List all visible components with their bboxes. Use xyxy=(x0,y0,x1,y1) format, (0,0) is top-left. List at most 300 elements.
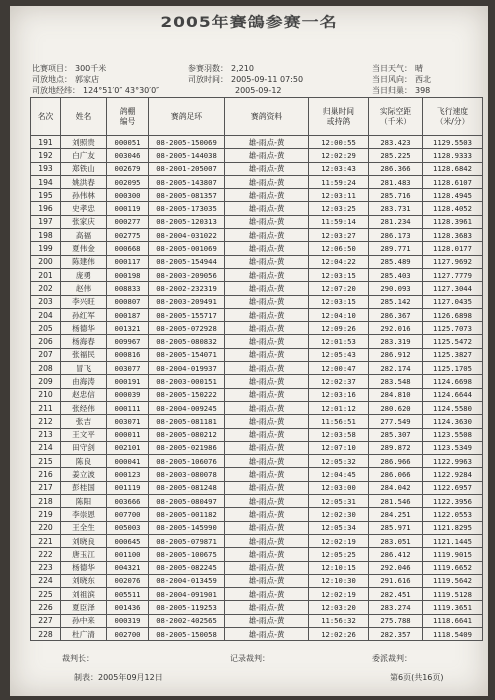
arrival-cell: 12:03:15 xyxy=(309,268,369,281)
arrival-cell: 12:05:34 xyxy=(309,521,369,534)
ring-cell: 08-2005-100675 xyxy=(149,548,225,561)
table-row xyxy=(31,401,483,414)
ring-cell: 08-2005-143807 xyxy=(149,175,225,188)
loft-cell: 004321 xyxy=(107,561,149,574)
distance-cell: 283.548 xyxy=(369,375,423,388)
ring-cell: 08-2005-072928 xyxy=(149,322,225,335)
arrival-cell: 11:56:51 xyxy=(309,415,369,428)
rank-cell: 203 xyxy=(31,295,61,308)
speed-cell: 1129.5503 xyxy=(423,136,483,149)
race-label: 比赛项目： xyxy=(32,64,72,73)
rank-cell: 209 xyxy=(31,375,61,388)
distance-cell: 286.173 xyxy=(369,229,423,242)
release-time xyxy=(188,75,303,85)
speed-cell: 1118.6641 xyxy=(423,614,483,627)
page-title: 2005年賽鴿参赛一名 xyxy=(160,14,338,32)
info-cell: 雄-雨点-黄 xyxy=(225,215,309,228)
info-cell: 雄-雨点-黄 xyxy=(225,282,309,295)
ring-cell: 08-2003-209056 xyxy=(149,268,225,281)
info-cell: 雄-雨点-黄 xyxy=(225,548,309,561)
speed-cell: 1128.9333 xyxy=(423,149,483,162)
loft-cell: 000039 xyxy=(107,388,149,401)
info-cell: 雄-雨点-黄 xyxy=(225,401,309,414)
name-cell: 高福 xyxy=(61,229,107,242)
speed-cell: 1123.5508 xyxy=(423,428,483,441)
ring-cell: 08-2005-021986 xyxy=(149,441,225,454)
info-cell: 雄-雨点-黄 xyxy=(225,534,309,547)
rank-cell: 224 xyxy=(31,574,61,587)
loft-cell: 000645 xyxy=(107,534,149,547)
loft-cell: 002101 xyxy=(107,441,149,454)
info-cell: 雄-雨点-黄 xyxy=(225,136,309,149)
weather xyxy=(372,64,423,74)
loft-cell: 002076 xyxy=(107,574,149,587)
info-cell: 雄-雨点-黄 xyxy=(225,175,309,188)
info-cell: 雄-雨点-黄 xyxy=(225,588,309,601)
name-cell: 张经伟 xyxy=(61,401,107,414)
table-row xyxy=(31,561,483,574)
name-cell: 赵伟 xyxy=(61,282,107,295)
arrival-cell: 12:02:30 xyxy=(309,508,369,521)
print-date-value: 2005-09-12 xyxy=(235,86,282,95)
table-row xyxy=(31,295,483,308)
info-cell: 雄-雨点-黄 xyxy=(225,614,309,627)
ring-cell: 08-2005-080212 xyxy=(149,428,225,441)
name-cell: 夏伟金 xyxy=(61,242,107,255)
loft-cell: 001436 xyxy=(107,601,149,614)
speed-cell: 1127.9692 xyxy=(423,255,483,268)
table-row xyxy=(31,348,483,361)
arrival-cell: 12:07:20 xyxy=(309,282,369,295)
rank-cell: 215 xyxy=(31,455,61,468)
distance-cell: 285.225 xyxy=(369,149,423,162)
name-cell: 郑铁山 xyxy=(61,162,107,175)
results-sheet xyxy=(10,6,488,696)
rank-cell: 227 xyxy=(31,614,61,627)
name-cell: 陈阳 xyxy=(61,495,107,508)
arrival-cell: 12:04:10 xyxy=(309,308,369,321)
name-cell: 杨海春 xyxy=(61,335,107,348)
ring-cell: 08-2002-232319 xyxy=(149,282,225,295)
table-row xyxy=(31,534,483,547)
loft-cell: 000011 xyxy=(107,428,149,441)
loft-cell: 000807 xyxy=(107,295,149,308)
col-loft-header: 鸽棚 编号 xyxy=(107,98,149,136)
ring-cell: 08-2005-081181 xyxy=(149,415,225,428)
speed-cell: 1119.9015 xyxy=(423,548,483,561)
table-row xyxy=(31,149,483,162)
name-cell: 夏臣泽 xyxy=(61,601,107,614)
info-cell: 雄-雨点-黄 xyxy=(225,521,309,534)
arrival-cell: 12:04:22 xyxy=(309,255,369,268)
name-cell: 白广友 xyxy=(61,149,107,162)
ring-cell: 08-2005-173035 xyxy=(149,202,225,215)
loft-cell: 000277 xyxy=(107,215,149,228)
loft-cell: 003071 xyxy=(107,415,149,428)
col-distance-header: 实际空距 （千米） xyxy=(369,98,423,136)
table-row xyxy=(31,242,483,255)
distance-cell: 285.971 xyxy=(369,521,423,534)
info-cell: 雄-雨点-黄 xyxy=(225,229,309,242)
table-row xyxy=(31,601,483,614)
ring-cell: 08-2005-106076 xyxy=(149,455,225,468)
ring-cell: 08-2005-001069 xyxy=(149,242,225,255)
name-cell: 赵忠信 xyxy=(61,388,107,401)
recorder-label: 记录裁判： xyxy=(230,654,270,663)
rank-cell: 219 xyxy=(31,508,61,521)
rank-cell: 208 xyxy=(31,362,61,375)
ring-cell: 08-2005-119253 xyxy=(149,601,225,614)
ring-cell: 08-2005-150069 xyxy=(149,136,225,149)
distance-cell: 282.451 xyxy=(369,588,423,601)
wind xyxy=(372,75,431,85)
ring-cell: 08-2001-205007 xyxy=(149,162,225,175)
name-cell: 孙红军 xyxy=(61,308,107,321)
loft-cell: 001100 xyxy=(107,548,149,561)
release-place-value: 郭家店 xyxy=(75,75,99,84)
distance-cell: 286.367 xyxy=(369,308,423,321)
speed-cell: 1125.3827 xyxy=(423,348,483,361)
arrival-cell: 11:56:32 xyxy=(309,614,369,627)
speed-cell: 1125.7073 xyxy=(423,322,483,335)
ring-cell: 08-2004-091901 xyxy=(149,588,225,601)
distance-cell: 282.357 xyxy=(369,627,423,640)
rank-cell: 205 xyxy=(31,322,61,335)
returned-value: 398 xyxy=(415,86,431,95)
arrival-cell: 12:05:43 xyxy=(309,348,369,361)
ring-cell: 08-2005-120313 xyxy=(149,215,225,228)
page-number: 第6页(共16页) xyxy=(390,673,444,682)
table-row xyxy=(31,362,483,375)
rank-cell: 228 xyxy=(31,627,61,640)
rank-cell: 225 xyxy=(31,588,61,601)
speed-cell: 1119.3651 xyxy=(423,601,483,614)
info-cell: 雄-雨点-黄 xyxy=(225,508,309,521)
table-row xyxy=(31,308,483,321)
info-cell: 雄-雨点-黄 xyxy=(225,601,309,614)
name-cell: 刘晓良 xyxy=(61,534,107,547)
distance-cell: 289.872 xyxy=(369,441,423,454)
ring-cell: 08-2005-150058 xyxy=(149,627,225,640)
weather-value: 晴 xyxy=(415,64,423,73)
rank-cell: 214 xyxy=(31,441,61,454)
rank-cell: 207 xyxy=(31,348,61,361)
rank-cell: 218 xyxy=(31,495,61,508)
speed-cell: 1127.0435 xyxy=(423,295,483,308)
rank-cell: 198 xyxy=(31,229,61,242)
ring-cell: 08-2004-019937 xyxy=(149,362,225,375)
speed-cell: 1128.3961 xyxy=(423,215,483,228)
speed-cell: 1128.0177 xyxy=(423,242,483,255)
loft-cell: 001321 xyxy=(107,322,149,335)
rank-cell: 200 xyxy=(31,255,61,268)
col-arrival-header: 归巢时间 或持鸽 xyxy=(309,98,369,136)
table-row xyxy=(31,481,483,494)
loft-cell: 002700 xyxy=(107,627,149,640)
arrival-cell: 12:06:50 xyxy=(309,242,369,255)
col-ring-header: 赛鸽足环 xyxy=(149,98,225,136)
distance-cell: 281.483 xyxy=(369,175,423,188)
speed-cell: 1124.6698 xyxy=(423,375,483,388)
arrival-cell: 12:03:43 xyxy=(309,162,369,175)
entries-value: 2,210 xyxy=(231,64,254,73)
speed-cell: 1126.6898 xyxy=(423,308,483,321)
distance-cell: 284.251 xyxy=(369,508,423,521)
name-cell: 姜立波 xyxy=(61,468,107,481)
name-cell: 田守剑 xyxy=(61,441,107,454)
info-cell: 雄-雨点-黄 xyxy=(225,322,309,335)
col-info-header: 赛鸽资料 xyxy=(225,98,309,136)
speed-cell: 1119.5128 xyxy=(423,588,483,601)
name-cell: 刘祖滨 xyxy=(61,588,107,601)
rank-cell: 197 xyxy=(31,215,61,228)
loft-cell: 000191 xyxy=(107,375,149,388)
arrival-cell: 12:03:27 xyxy=(309,229,369,242)
ring-cell: 08-2005-080497 xyxy=(149,495,225,508)
release-coord-value: 124°51′0″ 43°30′0″ xyxy=(83,86,160,95)
distance-cell: 286.966 xyxy=(369,455,423,468)
release-place-label: 司放地点： xyxy=(32,75,72,84)
loft-cell: 008833 xyxy=(107,282,149,295)
arrival-cell: 12:02:29 xyxy=(309,149,369,162)
race-value: 300千米 xyxy=(75,64,107,73)
speed-cell: 1128.6107 xyxy=(423,175,483,188)
rank-cell: 191 xyxy=(31,136,61,149)
col-speed-header: 飞行速度 （米/分） xyxy=(423,98,483,136)
arrival-cell: 12:02:37 xyxy=(309,375,369,388)
info-cell: 雄-雨点-黄 xyxy=(225,268,309,281)
referee-signature xyxy=(62,653,94,664)
distance-cell: 283.731 xyxy=(369,202,423,215)
loft-cell: 001119 xyxy=(107,481,149,494)
arrival-cell: 12:10:15 xyxy=(309,561,369,574)
loft-cell: 000668 xyxy=(107,242,149,255)
made-by xyxy=(74,672,163,683)
distance-cell: 280.620 xyxy=(369,401,423,414)
distance-cell: 283.051 xyxy=(369,534,423,547)
info-cell: 雄-雨点-黄 xyxy=(225,441,309,454)
info-cell: 雄-雨点-黄 xyxy=(225,308,309,321)
speed-cell: 1128.6842 xyxy=(423,162,483,175)
info-cell: 雄-雨点-黄 xyxy=(225,375,309,388)
distance-cell: 283.423 xyxy=(369,136,423,149)
loft-cell: 002679 xyxy=(107,162,149,175)
wind-value: 西北 xyxy=(415,75,431,84)
speed-cell: 1128.4052 xyxy=(423,202,483,215)
rank-cell: 223 xyxy=(31,561,61,574)
speed-cell: 1121.1445 xyxy=(423,534,483,547)
name-cell: 刘晓东 xyxy=(61,574,107,587)
rank-cell: 206 xyxy=(31,335,61,348)
speed-cell: 1127.7779 xyxy=(423,268,483,281)
ring-cell: 08-2005-080832 xyxy=(149,335,225,348)
distance-cell: 283.319 xyxy=(369,335,423,348)
ring-cell: 08-2005-155717 xyxy=(149,308,225,321)
weather-label: 当日天气： xyxy=(372,64,412,73)
rank-cell: 210 xyxy=(31,388,61,401)
name-cell: 王全生 xyxy=(61,521,107,534)
info-cell: 雄-雨点-黄 xyxy=(225,455,309,468)
arrival-cell: 12:00:55 xyxy=(309,136,369,149)
speed-cell: 1124.5580 xyxy=(423,401,483,414)
ring-cell: 08-2005-154944 xyxy=(149,255,225,268)
table-row xyxy=(31,202,483,215)
distance-cell: 291.616 xyxy=(369,574,423,587)
ring-cell: 08-2005-150222 xyxy=(149,388,225,401)
loft-cell: 000041 xyxy=(107,455,149,468)
arrival-cell: 12:02:19 xyxy=(309,534,369,547)
table-header-row xyxy=(31,98,483,136)
ring-cell: 08-2004-013459 xyxy=(149,574,225,587)
distance-cell: 277.549 xyxy=(369,415,423,428)
table-row xyxy=(31,335,483,348)
arrival-cell: 12:03:00 xyxy=(309,481,369,494)
loft-cell: 000117 xyxy=(107,255,149,268)
returned-label: 当日归巢： xyxy=(372,86,412,95)
speed-cell: 1122.6957 xyxy=(423,481,483,494)
distance-cell: 285.716 xyxy=(369,189,423,202)
info-cell: 雄-雨点-黄 xyxy=(225,335,309,348)
arrival-cell: 12:01:12 xyxy=(309,401,369,414)
name-cell: 陈建伟 xyxy=(61,255,107,268)
distance-cell: 286.066 xyxy=(369,468,423,481)
table-row xyxy=(31,627,483,640)
name-cell: 王文平 xyxy=(61,428,107,441)
ring-cell: 08-2005-154071 xyxy=(149,348,225,361)
arrival-cell: 12:05:25 xyxy=(309,548,369,561)
distance-cell: 292.016 xyxy=(369,322,423,335)
loft-cell: 000051 xyxy=(107,136,149,149)
ring-cell: 08-2005-081248 xyxy=(149,481,225,494)
loft-cell: 005511 xyxy=(107,588,149,601)
info-cell: 雄-雨点-黄 xyxy=(225,362,309,375)
table-row xyxy=(31,574,483,587)
info-cell: 雄-雨点-黄 xyxy=(225,149,309,162)
info-cell: 雄-雨点-黄 xyxy=(225,162,309,175)
distance-cell: 285.489 xyxy=(369,255,423,268)
table-row xyxy=(31,162,483,175)
wind-label: 当日风向： xyxy=(372,75,412,84)
entries-label: 参赛羽数： xyxy=(188,64,228,73)
table-row xyxy=(31,175,483,188)
rank-cell: 212 xyxy=(31,415,61,428)
table-row xyxy=(31,455,483,468)
distance-cell: 290.093 xyxy=(369,282,423,295)
loft-cell: 002095 xyxy=(107,175,149,188)
loft-cell: 007700 xyxy=(107,508,149,521)
ring-cell: 08-2002-402565 xyxy=(149,614,225,627)
recorder-signature xyxy=(230,653,270,664)
loft-cell: 009967 xyxy=(107,335,149,348)
name-cell: 冒飞 xyxy=(61,362,107,375)
table-row xyxy=(31,415,483,428)
table-row xyxy=(31,428,483,441)
name-cell: 庞勇 xyxy=(61,268,107,281)
arrival-cell: 12:01:53 xyxy=(309,335,369,348)
table-row xyxy=(31,508,483,521)
rank-cell: 213 xyxy=(31,428,61,441)
speed-cell: 1118.5409 xyxy=(423,627,483,640)
distance-cell: 283.274 xyxy=(369,601,423,614)
loft-cell: 000111 xyxy=(107,401,149,414)
referee-label: 裁判长： xyxy=(62,654,94,663)
returned xyxy=(372,86,430,96)
distance-cell: 289.771 xyxy=(369,242,423,255)
speed-cell: 1122.3956 xyxy=(423,495,483,508)
print-date xyxy=(235,86,282,96)
info-cell: 雄-雨点-黄 xyxy=(225,388,309,401)
name-cell: 杜广清 xyxy=(61,627,107,640)
arrival-cell: 12:00:47 xyxy=(309,362,369,375)
speed-cell: 1122.9963 xyxy=(423,455,483,468)
info-cell: 雄-雨点-黄 xyxy=(225,428,309,441)
entries xyxy=(188,64,254,74)
ring-cell: 08-2005-079871 xyxy=(149,534,225,547)
distance-cell: 282.174 xyxy=(369,362,423,375)
table-row xyxy=(31,136,483,149)
info-cell: 雄-雨点-黄 xyxy=(225,189,309,202)
name-cell: 史孝忠 xyxy=(61,202,107,215)
name-cell: 彭桂国 xyxy=(61,481,107,494)
loft-cell: 000300 xyxy=(107,189,149,202)
rank-cell: 196 xyxy=(31,202,61,215)
loft-cell: 000816 xyxy=(107,348,149,361)
loft-cell: 003046 xyxy=(107,149,149,162)
rank-cell: 211 xyxy=(31,401,61,414)
table-row xyxy=(31,441,483,454)
table-row xyxy=(31,614,483,627)
arrival-cell: 11:59:24 xyxy=(309,175,369,188)
distance-cell: 281.546 xyxy=(369,495,423,508)
name-cell: 张吉 xyxy=(61,415,107,428)
distance-cell: 285.142 xyxy=(369,295,423,308)
rank-cell: 217 xyxy=(31,481,61,494)
arrival-cell: 12:03:58 xyxy=(309,428,369,441)
distance-cell: 285.307 xyxy=(369,428,423,441)
distance-cell: 284.810 xyxy=(369,388,423,401)
release-time-label: 司放时间： xyxy=(188,75,228,84)
name-cell: 杨德华 xyxy=(61,322,107,335)
speed-cell: 1122.0553 xyxy=(423,508,483,521)
name-cell: 李兴旺 xyxy=(61,295,107,308)
name-cell: 陈良 xyxy=(61,455,107,468)
release-coord xyxy=(32,86,159,96)
info-cell: 雄-雨点-黄 xyxy=(225,255,309,268)
rank-cell: 201 xyxy=(31,268,61,281)
speed-cell: 1119.5642 xyxy=(423,574,483,587)
name-cell: 唐玉江 xyxy=(61,548,107,561)
made-date: 2005年09月12日 xyxy=(98,673,163,682)
table-row xyxy=(31,322,483,335)
speed-cell: 1128.4945 xyxy=(423,189,483,202)
release-place xyxy=(32,75,99,85)
info-cell: 雄-雨点-黄 xyxy=(225,495,309,508)
name-cell: 张家庆 xyxy=(61,215,107,228)
arrival-cell: 12:07:10 xyxy=(309,441,369,454)
arrival-cell: 11:59:14 xyxy=(309,215,369,228)
name-cell: 由海涛 xyxy=(61,375,107,388)
speed-cell: 1128.3683 xyxy=(423,229,483,242)
name-cell: 李崇恩 xyxy=(61,508,107,521)
loft-cell: 000187 xyxy=(107,308,149,321)
info-cell: 雄-雨点-黄 xyxy=(225,415,309,428)
loft-cell: 000119 xyxy=(107,202,149,215)
info-cell: 雄-雨点-黄 xyxy=(225,348,309,361)
info-cell: 雄-雨点-黄 xyxy=(225,242,309,255)
name-cell: 孙伟林 xyxy=(61,189,107,202)
rank-cell: 226 xyxy=(31,601,61,614)
arrival-cell: 12:02:19 xyxy=(309,588,369,601)
